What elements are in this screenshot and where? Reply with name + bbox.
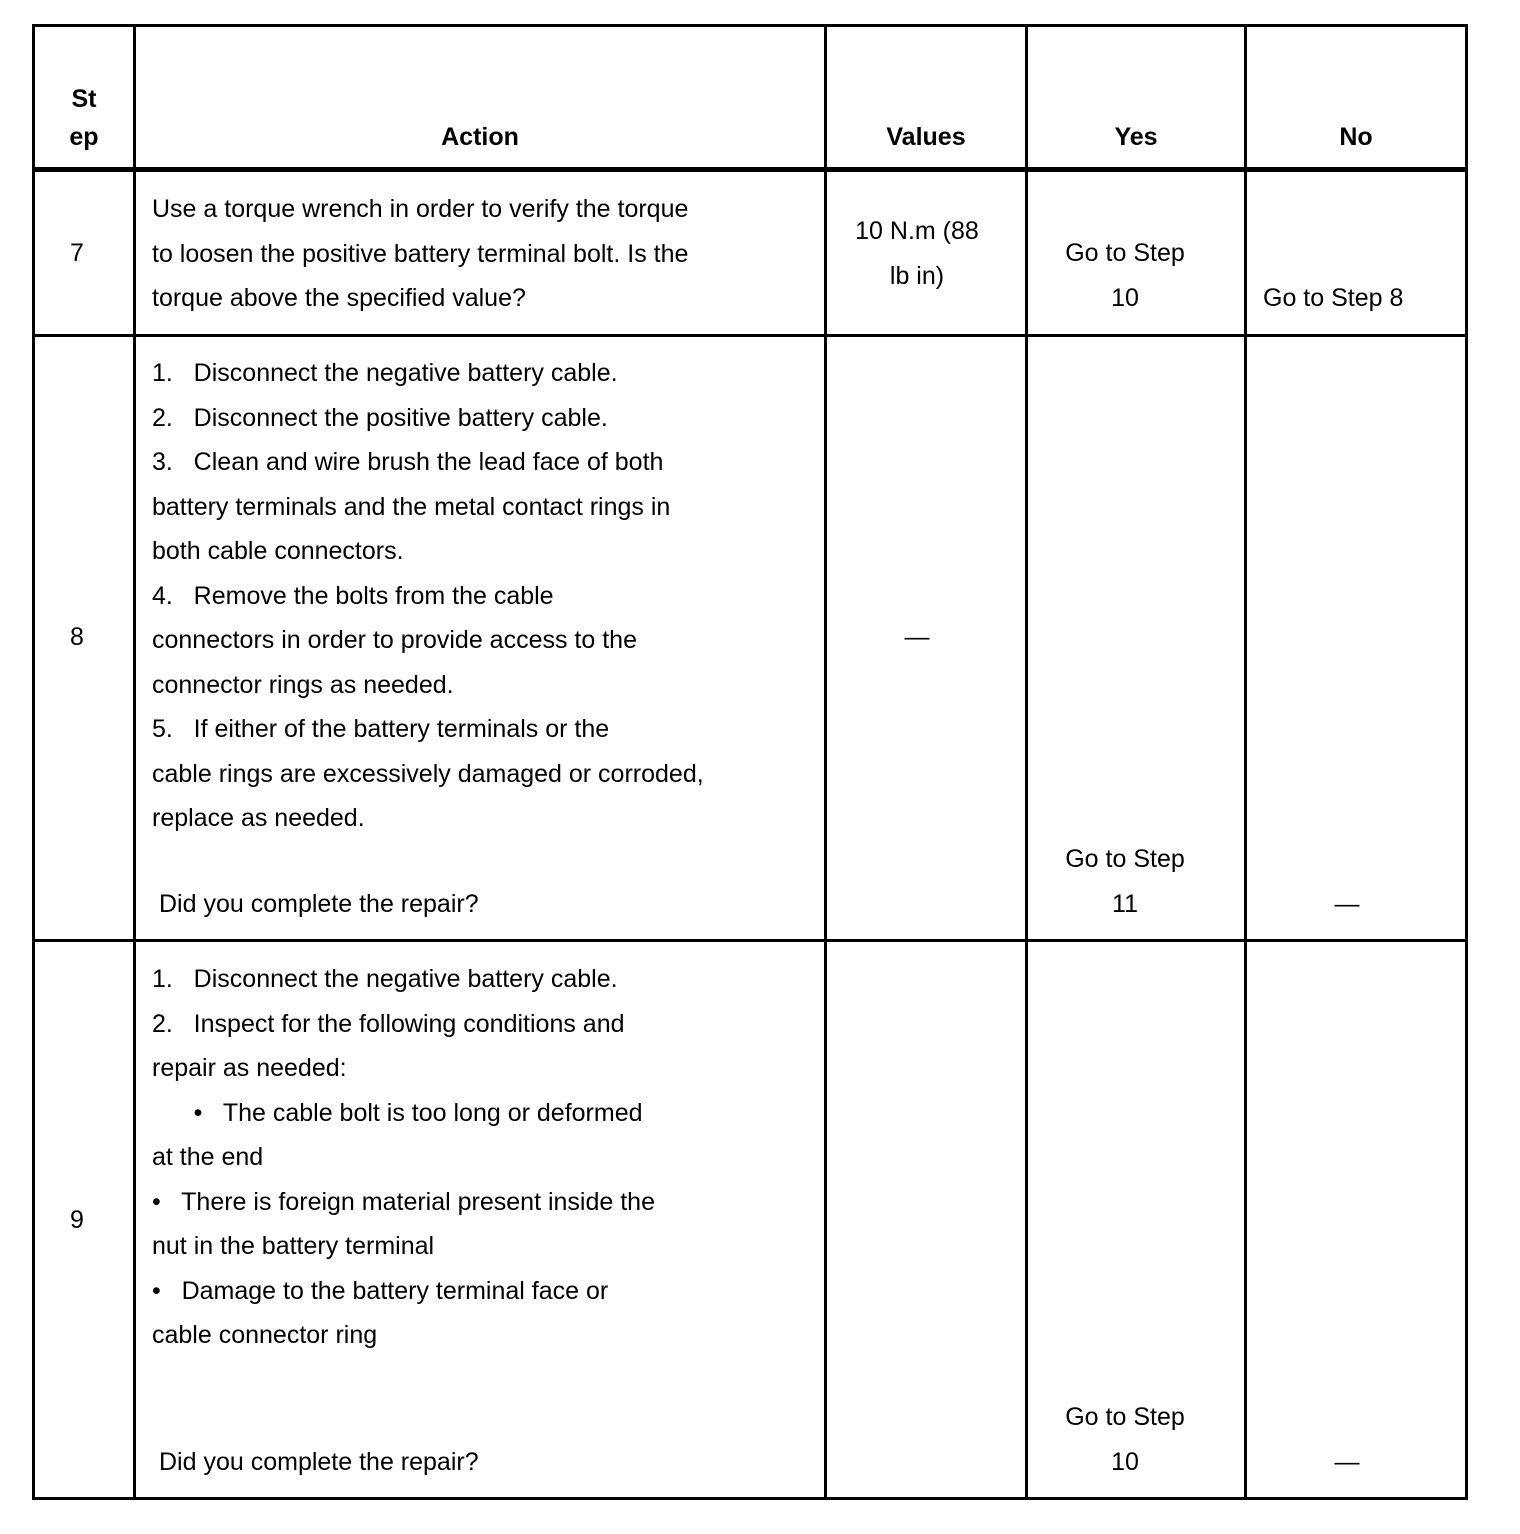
- action-text: [152, 187, 822, 321]
- action-line: both cable connectors.: [152, 537, 404, 565]
- yes-line: Go to Step: [1065, 1403, 1185, 1431]
- action-line: to loosen the positive battery terminal bolt. Is the: [152, 239, 689, 268]
- action-line: replace as needed.: [152, 804, 365, 832]
- action-line: • There is foreign material present inside the: [152, 1187, 655, 1216]
- header-action: Action: [441, 123, 519, 151]
- action-line: Use a torque wrench in order to verify the torque: [152, 195, 689, 223]
- header-step-line2: ep: [69, 123, 99, 151]
- header-divider: [32, 167, 1468, 172]
- header-no: No: [1339, 123, 1373, 151]
- action-text: [152, 351, 822, 841]
- question-text: Did you complete the repair?: [159, 1448, 479, 1476]
- action-line: 2. Disconnect the positive battery cable.: [152, 403, 608, 432]
- action-line: cable rings are excessively damaged or corroded,: [152, 759, 704, 788]
- step-number: 9: [70, 1206, 84, 1234]
- step-number: 7: [70, 239, 84, 267]
- action-line: connectors in order to provide access to the: [152, 626, 637, 654]
- question-text: Did you complete the repair?: [159, 890, 479, 918]
- yes-line: 10: [1111, 1447, 1139, 1476]
- action-line: 4. Remove the bolts from the cable: [152, 581, 554, 610]
- yes-line: 11: [1112, 889, 1138, 918]
- header-values: Values: [886, 123, 966, 151]
- yes-line: Go to Step: [1065, 239, 1185, 267]
- action-line: • The cable bolt is too long or deformed: [152, 1098, 643, 1127]
- action-line: 2. Inspect for the following conditions and: [152, 1009, 625, 1038]
- no-cell: —: [1334, 1448, 1360, 1476]
- no-cell: —: [1334, 890, 1360, 918]
- action-line: cable connector ring: [152, 1321, 378, 1349]
- action-line: nut in the battery terminal: [152, 1232, 435, 1260]
- action-line: torque above the specified value?: [152, 284, 526, 312]
- no-cell: Go to Step 8: [1263, 284, 1404, 312]
- action-line: at the end: [152, 1143, 264, 1171]
- step-number: 8: [70, 623, 84, 651]
- action-line: repair as needed:: [152, 1054, 347, 1082]
- values-line: lb in): [889, 261, 945, 290]
- header-yes: Yes: [1114, 123, 1158, 151]
- yes-cell: [1028, 837, 1222, 926]
- values-line: 10 N.m (88: [855, 217, 979, 245]
- column-divider: [1244, 24, 1247, 1500]
- yes-cell: [1028, 1395, 1222, 1484]
- action-line: 5. If either of the battery terminals or the: [152, 715, 610, 743]
- action-line: 1. Disconnect the negative battery cable.: [152, 965, 618, 993]
- action-line: • Damage to the battery terminal face or: [152, 1276, 609, 1305]
- row-divider: [32, 939, 1468, 942]
- diagnostic-table: [32, 24, 1468, 1500]
- yes-line: 10: [1111, 283, 1139, 312]
- action-text: [152, 957, 822, 1358]
- header-step: [35, 80, 133, 156]
- action-line: connector rings as needed.: [152, 670, 454, 699]
- column-divider: [133, 24, 136, 1500]
- values-cell: —: [904, 623, 930, 651]
- values-cell: [827, 209, 1007, 298]
- table-border-top: [32, 24, 1468, 27]
- action-line: 1. Disconnect the negative battery cable.: [152, 359, 618, 387]
- table-border-bottom: [32, 1497, 1468, 1500]
- action-line: 3. Clean and wire brush the lead face of both: [152, 448, 664, 476]
- yes-line: Go to Step: [1065, 845, 1185, 873]
- action-line: battery terminals and the metal contact rings in: [152, 492, 671, 521]
- table-border-right: [1465, 24, 1468, 1500]
- row-divider: [32, 334, 1468, 337]
- yes-cell: [1028, 231, 1222, 320]
- header-step-line1: St: [71, 85, 97, 113]
